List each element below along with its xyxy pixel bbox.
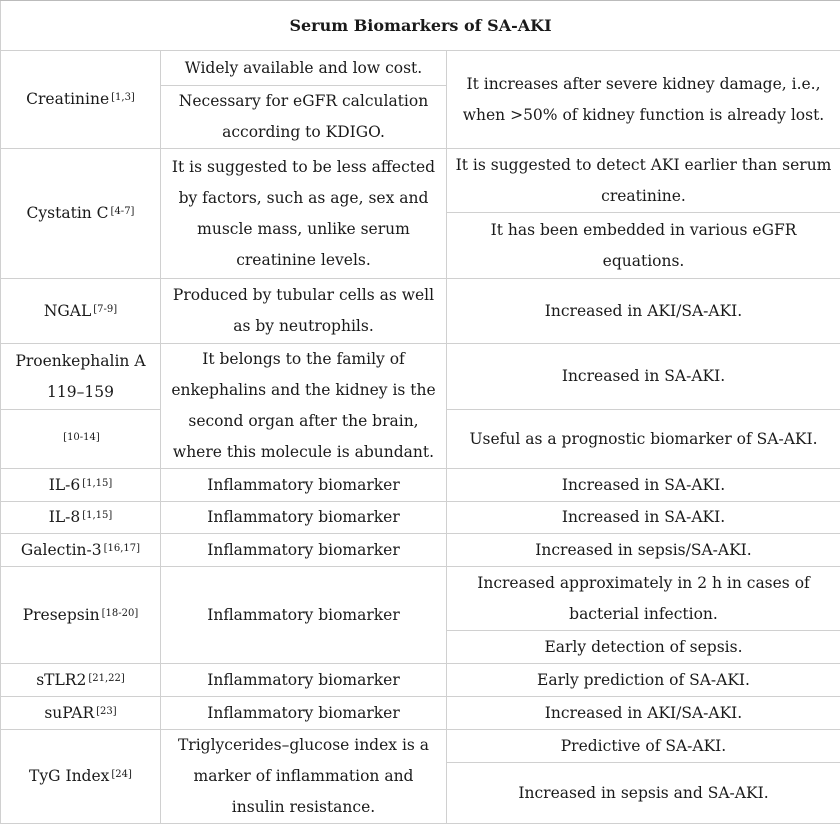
- biomarker-name-cell: [1, 534, 161, 567]
- reference: [18-20]: [102, 608, 139, 619]
- property-cell: Triglycerides–glucose index is a marker of inflammation and insulin resistance.: [161, 730, 447, 824]
- clinical-cell: It increases after severe kidney damage, i.e., when >50% of kidney function is already lost.: [447, 51, 840, 149]
- reference: [16,17]: [104, 543, 140, 554]
- reference: [1,15]: [82, 510, 112, 521]
- biomarker-name-cell: [1, 502, 161, 534]
- property-cell: Inflammatory biomarker: [161, 502, 447, 534]
- biomarker-name-cell: [1, 469, 161, 502]
- biomarker-name-cell: Proenkephalin A 119–159: [1, 344, 161, 410]
- clinical-cell: Useful as a prognostic biomarker of SA-AKI.: [447, 410, 840, 469]
- clinical-cell: Increased in SA-AKI.: [447, 469, 840, 502]
- biomarker-name: TyG Index: [29, 767, 109, 785]
- table-row: [1, 51, 840, 86]
- property-cell: Widely available and low cost.: [161, 51, 447, 86]
- table-row: [1, 567, 840, 631]
- reference: [23]: [96, 706, 117, 717]
- clinical-cell: Increased in sepsis/SA-AKI.: [447, 534, 840, 567]
- table-row: [1, 730, 840, 763]
- property-cell: It is suggested to be less affected by factors, such as age, sex and muscle mass, unlike serum creatinine levels.: [161, 149, 447, 279]
- property-cell: Inflammatory biomarker: [161, 697, 447, 730]
- biomarker-name-cell: [1, 664, 161, 697]
- biomarker-name: IL-8: [49, 508, 81, 526]
- biomarker-name: Creatinine: [26, 90, 109, 108]
- clinical-cell: Increased in sepsis and SA-AKI.: [447, 763, 840, 824]
- clinical-cell: It is suggested to detect AKI earlier than serum creatinine.: [447, 149, 840, 213]
- property-cell: Produced by tubular cells as well as by neutrophils.: [161, 279, 447, 344]
- reference: [10-14]: [63, 432, 100, 443]
- biomarker-name-cell: [1, 697, 161, 730]
- table-row: [1, 344, 840, 410]
- biomarker-name: Cystatin C: [27, 204, 109, 222]
- biomarker-name-cell: [1, 567, 161, 664]
- property-cell: Necessary for eGFR calculation according to KDIGO.: [161, 86, 447, 149]
- clinical-cell: Predictive of SA-AKI.: [447, 730, 840, 763]
- biomarker-name-cell: [1, 279, 161, 344]
- clinical-cell: Increased in SA-AKI.: [447, 344, 840, 410]
- table-row: [1, 502, 840, 534]
- biomarker-ref-cell: [1, 410, 161, 469]
- biomarker-name-cell: [1, 149, 161, 279]
- clinical-cell: Increased in AKI/SA-AKI.: [447, 697, 840, 730]
- biomarker-name-cell: [1, 730, 161, 824]
- table-row: [1, 534, 840, 567]
- biomarker-name: Presepsin: [23, 606, 100, 624]
- biomarker-name: sTLR2: [36, 671, 86, 689]
- reference: [1,3]: [111, 92, 135, 103]
- clinical-cell: Increased in AKI/SA-AKI.: [447, 279, 840, 344]
- biomarker-name-cell: [1, 51, 161, 149]
- biomarker-name: suPAR: [44, 704, 94, 722]
- clinical-cell: Increased in SA-AKI.: [447, 502, 840, 534]
- property-cell: Inflammatory biomarker: [161, 534, 447, 567]
- table-row: [1, 279, 840, 344]
- table-row: [1, 697, 840, 730]
- clinical-cell: It has been embedded in various eGFR equations.: [447, 213, 840, 279]
- reference: [7-9]: [93, 304, 117, 315]
- property-cell: It belongs to the family of enkephalins and the kidney is the second organ after the brain, where this molecule is abundant.: [161, 344, 447, 469]
- reference: [21,22]: [88, 673, 124, 684]
- reference: [1,15]: [82, 478, 112, 489]
- table-row: [1, 469, 840, 502]
- table-row: [1, 664, 840, 697]
- biomarker-name: IL-6: [49, 476, 81, 494]
- reference: [4-7]: [111, 206, 135, 217]
- table-row: [1, 149, 840, 213]
- property-cell: Inflammatory biomarker: [161, 567, 447, 664]
- property-cell: Inflammatory biomarker: [161, 664, 447, 697]
- reference: [24]: [111, 769, 132, 780]
- biomarker-name: Galectin-3: [21, 541, 102, 559]
- clinical-cell: Early prediction of SA-AKI.: [447, 664, 840, 697]
- clinical-cell: Increased approximately in 2 h in cases of bacterial infection.: [447, 567, 840, 631]
- property-cell: Inflammatory biomarker: [161, 469, 447, 502]
- clinical-cell: Early detection of sepsis.: [447, 631, 840, 664]
- biomarker-name: NGAL: [44, 302, 91, 320]
- table-title: Serum Biomarkers of SA-AKI: [1, 1, 840, 51]
